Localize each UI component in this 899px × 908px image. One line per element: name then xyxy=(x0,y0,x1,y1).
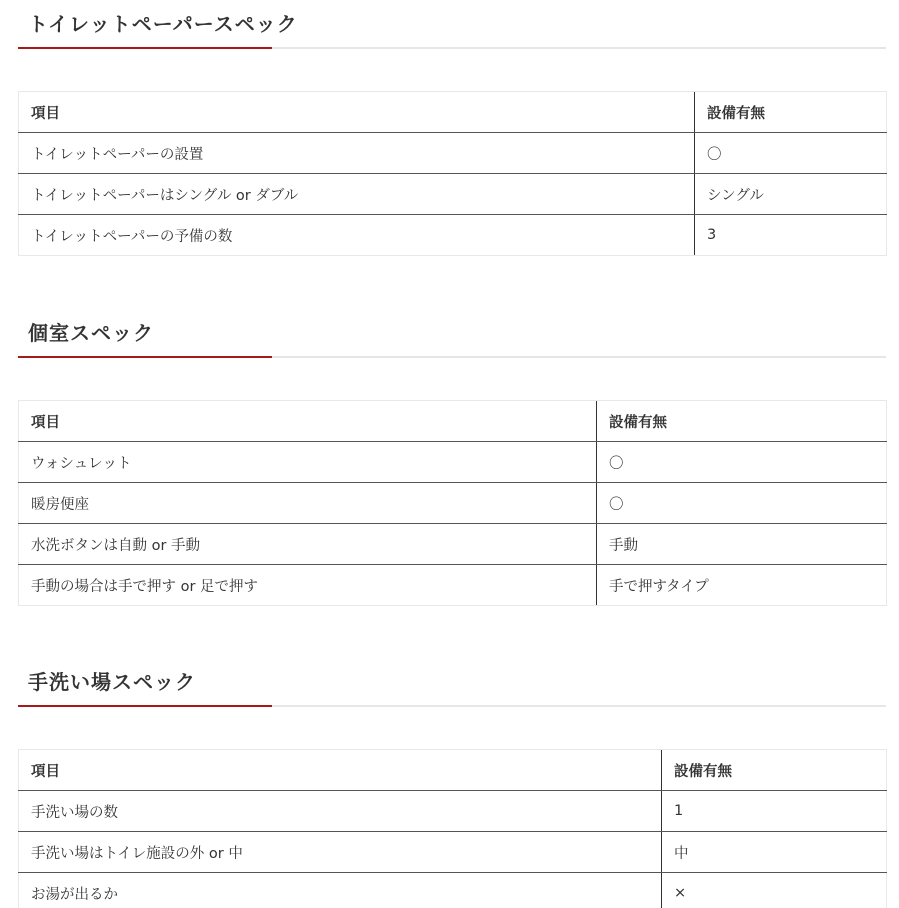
table-header-row xyxy=(19,401,887,442)
header-item: 項目 xyxy=(19,92,695,133)
section-heading xyxy=(18,309,886,359)
section-stall xyxy=(18,309,886,595)
heading-accent-underline xyxy=(18,356,272,358)
table-row xyxy=(19,442,887,483)
row-value: 3 xyxy=(695,215,887,256)
row-value: 〇 xyxy=(597,483,887,524)
row-item: ウォシュレット xyxy=(19,442,597,483)
header-value: 設備有無 xyxy=(695,92,887,133)
row-item: お湯が出るか xyxy=(19,873,662,908)
table-row xyxy=(19,174,887,215)
heading-accent-underline xyxy=(18,705,272,707)
row-value: 〇 xyxy=(695,133,887,174)
row-item: トイレットペーパーの設置 xyxy=(19,133,695,174)
header-item: 項目 xyxy=(19,401,597,442)
spec-table xyxy=(18,400,887,606)
section-handwash xyxy=(18,658,886,903)
row-value: 1 xyxy=(662,791,887,832)
row-item: 暖房便座 xyxy=(19,483,597,524)
row-item: 手動の場合は手で押す or 足で押す xyxy=(19,565,597,606)
table-header-row xyxy=(19,750,887,791)
table-row xyxy=(19,565,887,606)
row-value: 手で押すタイプ xyxy=(597,565,887,606)
row-item: トイレットペーパーはシングル or ダブル xyxy=(19,174,695,215)
row-item: 手洗い場はトイレ施設の外 or 中 xyxy=(19,832,662,873)
row-value: シングル xyxy=(695,174,887,215)
table-row xyxy=(19,133,887,174)
row-value: 手動 xyxy=(597,524,887,565)
header-item: 項目 xyxy=(19,750,662,791)
row-value: 中 xyxy=(662,832,887,873)
row-value: 〇 xyxy=(597,442,887,483)
section-toilet-paper xyxy=(18,0,886,245)
header-value: 設備有無 xyxy=(662,750,887,791)
row-item: トイレットペーパーの予備の数 xyxy=(19,215,695,256)
heading-accent-underline xyxy=(18,47,272,49)
section-title: 個室スペック xyxy=(28,321,154,345)
table-header-row xyxy=(19,92,887,133)
spec-table xyxy=(18,91,887,256)
row-value: × xyxy=(662,873,887,908)
row-item: 水洗ボタンは自動 or 手動 xyxy=(19,524,597,565)
table-row xyxy=(19,791,887,832)
spec-table xyxy=(18,749,887,908)
row-item: 手洗い場の数 xyxy=(19,791,662,832)
section-title: 手洗い場スペック xyxy=(28,670,196,694)
section-heading xyxy=(18,658,886,708)
table-row xyxy=(19,524,887,565)
header-value: 設備有無 xyxy=(597,401,887,442)
section-heading xyxy=(18,0,886,50)
table-row xyxy=(19,873,887,908)
section-title: トイレットペーパースペック xyxy=(28,12,298,36)
table-row xyxy=(19,215,887,256)
table-row xyxy=(19,832,887,873)
table-row xyxy=(19,483,887,524)
